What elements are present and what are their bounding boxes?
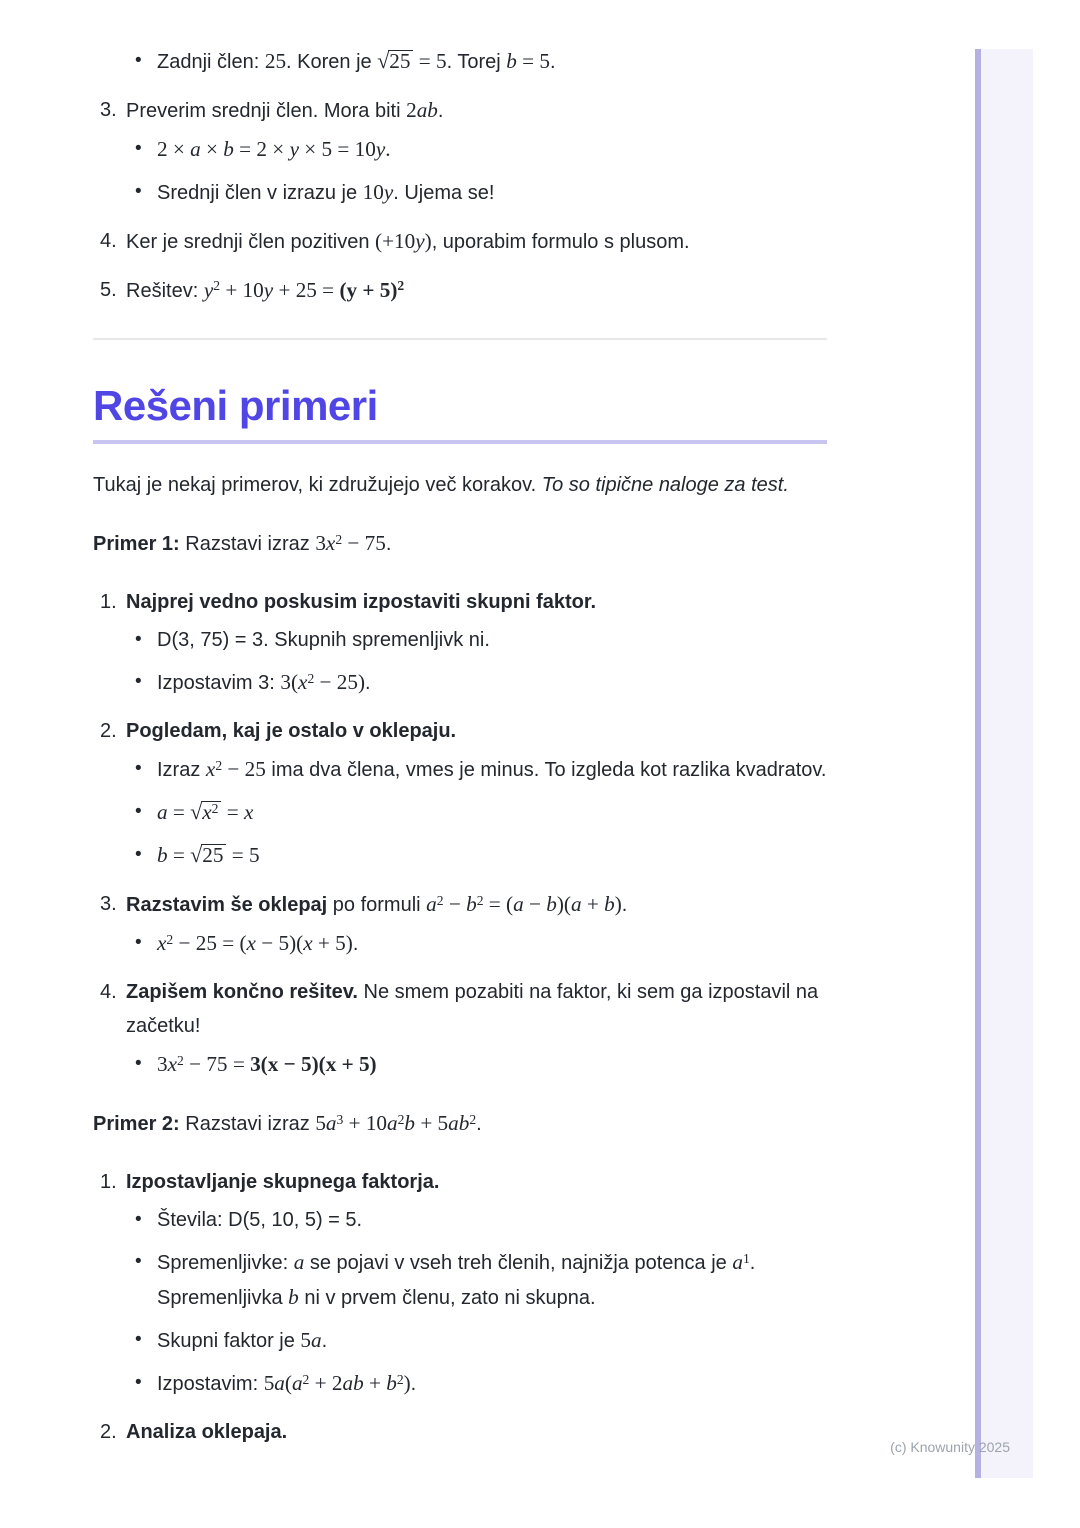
text-run: Izpostavim 3: (157, 672, 281, 695)
numbered-list-item (93, 1165, 827, 1199)
bullet-list-item (93, 752, 827, 787)
text-run: x (157, 931, 167, 956)
text-run: + 2 (309, 1371, 343, 1396)
text-run: se pojavi v vseh treh členih, najnižja potenca je (304, 1252, 733, 1275)
text-run: Pogledam, kaj je ostalo v oklepaju. (126, 720, 457, 743)
radical-sign: √ (190, 799, 203, 825)
text-run: . Spremenljivka (157, 1252, 756, 1310)
text-run: b (466, 892, 477, 917)
list-item-text (126, 975, 827, 1043)
text-run: + (581, 892, 605, 917)
text-run: a (387, 1111, 398, 1136)
numbered-list-item (93, 714, 827, 748)
list-item-text (157, 132, 827, 167)
text-run: ) (403, 1371, 411, 1396)
text-run: − (523, 892, 547, 917)
list-item-text (126, 714, 827, 748)
text-run: Ne smem pozabiti na faktor, ki sem ga izpostavil na začetku! (126, 981, 819, 1038)
text-run: ) (424, 229, 432, 253)
radical-sign: √ (377, 48, 390, 73)
bullet-icon: • (135, 1209, 142, 1231)
text-run: Tukaj je nekaj primerov, ki združujejo več korakov. (93, 474, 542, 497)
numbered-list-item (93, 93, 827, 128)
text-run: Rešeni primeri (93, 382, 378, 429)
bullet-list-item (93, 1203, 827, 1237)
text-run: = ( (483, 892, 514, 917)
numbered-list-item (93, 887, 827, 922)
list-number: 1. (100, 591, 117, 614)
text-run: Primer 2: (93, 1113, 180, 1136)
text-run: a (570, 892, 582, 917)
list-item-text (157, 175, 827, 210)
bullet-list-item (93, 175, 827, 210)
text-run: b (288, 1285, 299, 1310)
text-run: (+10 (375, 229, 416, 253)
text-run: Spremenljivke: (157, 1252, 294, 1275)
text-run: − 25 = ( (173, 931, 247, 956)
list-item-text (157, 623, 827, 657)
numbered-list-item (93, 585, 827, 619)
text-run: ) (614, 892, 622, 917)
list-item-text (157, 926, 827, 961)
text-run: + 5) (312, 931, 353, 956)
bullet-icon: • (135, 844, 142, 866)
text-run: Skupni faktor je (157, 1330, 301, 1353)
text-run: Srednji člen v izrazu je (157, 182, 363, 204)
text-run: × 5 = 10 (298, 137, 376, 161)
list-item-text (157, 1203, 827, 1237)
list-item-text (126, 273, 827, 308)
paragraph (93, 1106, 827, 1141)
text-run: a (311, 1328, 322, 1353)
text-run: = 5 (516, 49, 551, 73)
bullet-icon: • (135, 1251, 142, 1273)
text-run: . (385, 137, 391, 161)
text-run: x (167, 1052, 177, 1077)
text-run: 2 × (157, 137, 191, 161)
text-run: Zadnji člen: (157, 51, 265, 73)
text-run: − 25 (222, 757, 266, 782)
text-run: Preverim srednji člen. Mora biti (126, 100, 407, 122)
bullet-list-item (93, 1323, 827, 1358)
bullet-list-item (93, 132, 827, 167)
text-run: 2 (335, 531, 343, 547)
bullet-list-item (93, 795, 827, 830)
text-run: = (221, 800, 244, 825)
text-run: 2 (215, 757, 223, 773)
text-run: Razstavi izraz (179, 1113, 316, 1136)
numbered-list-item (93, 975, 827, 1043)
text-run: 3 (336, 1111, 344, 1127)
text-run: Razstavi izraz (179, 533, 316, 556)
sqrt-expression (190, 842, 226, 868)
text-run: + (363, 1371, 387, 1396)
text-run: b (404, 1111, 416, 1136)
bullet-list-item (93, 1245, 827, 1315)
radical-sign: √ (190, 842, 203, 868)
text-run: a (157, 800, 168, 825)
bullet-icon: • (135, 138, 142, 159)
text-run: 2 (213, 278, 221, 294)
text-run: 5 (263, 1371, 275, 1396)
text-run: a (513, 892, 524, 917)
text-run: b (223, 137, 234, 161)
text-run: 2 (436, 892, 444, 908)
text-run: Zapišem končno rešitev. (126, 981, 358, 1004)
text-run: Števila: D(5, 10, 5) = 5. (157, 1209, 363, 1232)
text-run: Izpostavljanje skupnega faktorja. (126, 1171, 440, 1194)
text-run: b (458, 1111, 470, 1136)
text-run: . (550, 51, 556, 73)
list-item-text (126, 887, 827, 922)
text-run: b (546, 892, 557, 917)
text-run: + 10 (343, 1111, 388, 1136)
text-run: a (293, 1250, 305, 1275)
bullet-list-item (93, 623, 827, 657)
text-run: x (205, 757, 216, 782)
list-item-text (157, 1047, 827, 1082)
text-run: ab (342, 1371, 364, 1396)
text-run: 2 (397, 278, 405, 294)
text-run: ab (416, 98, 438, 122)
text-run: Ker je srednji člen pozitiven (126, 231, 376, 253)
bullet-list-item (93, 44, 827, 79)
list-number: 3. (100, 893, 117, 916)
list-number: 3. (100, 99, 117, 121)
bullet-icon: • (135, 1329, 142, 1351)
text-run: Rešitev: (126, 280, 204, 302)
text-run: + 5 (415, 1111, 449, 1136)
section-heading (93, 382, 827, 444)
text-run: Najprej vedno poskusim izpostaviti skupni faktor. (126, 591, 597, 614)
paragraph (93, 468, 827, 502)
text-run: 2 (166, 931, 174, 947)
list-number: 1. (100, 1171, 117, 1194)
list-item-text (126, 224, 827, 259)
text-run: 2 (211, 800, 219, 816)
list-number: 2. (100, 1421, 117, 1444)
text-run: . (352, 933, 359, 956)
text-run: , uporabim formulo s plusom. (431, 231, 690, 253)
text-run: ima dva člena, vmes je minus. To izgleda kot razlika kvadratov. (265, 759, 827, 782)
text-run: 2 (396, 1371, 404, 1387)
text-run: Primer 1: (93, 533, 180, 556)
text-run: 25 (264, 49, 287, 73)
text-run: . (321, 1330, 328, 1353)
text-run: × (200, 137, 224, 161)
text-run: − (443, 892, 467, 917)
sqrt-expression (377, 48, 413, 73)
list-number: 5. (100, 279, 117, 301)
bullet-icon: • (135, 50, 142, 71)
text-run: − 75 (342, 531, 386, 556)
text-run: Izraz (157, 759, 206, 782)
list-item-text (157, 665, 827, 700)
text-run: x (202, 800, 212, 825)
text-run: ( (284, 1371, 292, 1396)
text-run: + 25 = (273, 278, 340, 302)
text-run: 3(x − 5)(x + 5) (250, 1052, 377, 1077)
text-run: 3( (280, 670, 299, 695)
bullet-icon: • (135, 671, 142, 693)
list-item-text (126, 1165, 827, 1199)
text-run: To so tipične naloge za test. (541, 474, 789, 497)
bullet-list-item (93, 926, 827, 961)
list-item-text (157, 1245, 827, 1315)
radicand (388, 50, 413, 73)
text-run: a (426, 892, 437, 917)
bullet-icon: • (135, 1372, 142, 1394)
list-item-text (157, 838, 827, 873)
list-number: 4. (100, 230, 117, 252)
list-item-text (126, 93, 827, 128)
list-item-text (157, 795, 827, 830)
bullet-list-item (93, 665, 827, 700)
text-run: b (157, 843, 168, 868)
text-run: y (289, 137, 299, 161)
text-run: 25 (389, 49, 411, 73)
text-run: . (410, 1373, 417, 1396)
text-run: 1 (742, 1250, 750, 1266)
numbered-list-item (93, 1415, 827, 1449)
text-run: 5 (300, 1328, 312, 1353)
text-run: 3 (315, 531, 326, 556)
bullet-icon: • (135, 801, 142, 823)
list-item-text (126, 1415, 827, 1449)
text-run: y (383, 180, 394, 204)
text-run: 3 (157, 1052, 168, 1077)
text-run: 2 (307, 670, 315, 686)
text-run: − 5)( (255, 931, 304, 956)
paragraph (93, 526, 827, 561)
text-run: 2 (469, 1111, 477, 1127)
numbered-list-item (93, 273, 827, 308)
list-number: 4. (100, 981, 117, 1004)
text-run: . (437, 100, 444, 122)
text-run: po formuli (327, 894, 427, 917)
list-item-text (157, 1323, 827, 1358)
text-run: 10 (362, 180, 384, 204)
bullet-icon: • (135, 629, 142, 651)
text-run: . (476, 1113, 482, 1136)
numbered-list-item (93, 224, 827, 259)
text-run: Analiza oklepaja. (126, 1421, 288, 1444)
text-run: x (246, 931, 256, 956)
watermark: (c) Knowunity 2025 (890, 1439, 1010, 1455)
bullet-icon: • (135, 758, 142, 780)
text-run: b (506, 49, 517, 73)
text-run: y (415, 229, 425, 253)
sqrt-expression (190, 799, 221, 825)
list-item-text (126, 585, 827, 619)
page-edge-stripe (975, 49, 1033, 1478)
list-item-text (157, 752, 827, 787)
text-run: 2 (476, 892, 484, 908)
text-run: a (190, 137, 201, 161)
text-run: . Ujema se! (393, 182, 495, 204)
text-run: y (263, 278, 274, 302)
text-run: = (167, 800, 191, 825)
bullet-icon: • (135, 932, 142, 954)
text-run: b (604, 892, 615, 917)
text-run: = 2 × (233, 137, 290, 161)
text-run: 5 (315, 1111, 326, 1136)
text-run: y (375, 137, 386, 161)
text-run: + 10 (220, 278, 264, 302)
text-run: . Torej (446, 51, 507, 73)
text-run: = 5 (413, 49, 447, 73)
text-run: − 25) (314, 670, 366, 695)
text-run: x (303, 931, 313, 956)
text-run: 2 (406, 98, 417, 122)
list-item-text (157, 1366, 827, 1401)
text-run: = 5 (226, 843, 260, 868)
text-run: x (243, 800, 254, 825)
text-run: ni v prvem členu, zato ni skupna. (298, 1287, 596, 1310)
text-run: Razstavim še oklepaj (126, 894, 328, 917)
text-run: . (385, 533, 392, 556)
text-run: 2 (302, 1371, 310, 1387)
text-run: y (203, 278, 214, 302)
bullet-list-item (93, 1366, 827, 1401)
text-run: a (291, 1371, 303, 1396)
text-run: . Koren je (286, 51, 378, 73)
text-run: (y + 5) (339, 278, 398, 302)
radicand (201, 801, 221, 824)
document-content (93, 0, 827, 1449)
text-run: )( (556, 892, 571, 917)
bullet-icon: • (135, 181, 142, 202)
text-run: 25 (202, 843, 224, 868)
text-run: 2 (397, 1111, 405, 1127)
bullet-list-item (93, 1047, 827, 1082)
text-run: D(3, 75) = 3. Skupnih spremenljivk ni. (157, 629, 490, 652)
text-run: a (325, 1111, 337, 1136)
text-run: x (298, 670, 308, 695)
bullet-list-item (93, 838, 827, 873)
text-run: 2 (177, 1052, 184, 1068)
text-run: a (448, 1111, 459, 1136)
text-run: b (386, 1371, 397, 1396)
text-run: . (365, 672, 371, 695)
list-item-text (157, 44, 827, 79)
radicand (201, 844, 226, 867)
text-run: − 75 = (183, 1052, 251, 1077)
bullet-icon: • (135, 1053, 142, 1075)
section-divider (93, 338, 827, 340)
text-run: = (167, 843, 191, 868)
text-run: . (621, 894, 628, 917)
text-run: x (325, 531, 336, 556)
list-number: 2. (100, 720, 117, 743)
text-run: a (274, 1371, 285, 1396)
text-run: a (732, 1250, 743, 1275)
text-run: Izpostavim: (157, 1373, 264, 1396)
